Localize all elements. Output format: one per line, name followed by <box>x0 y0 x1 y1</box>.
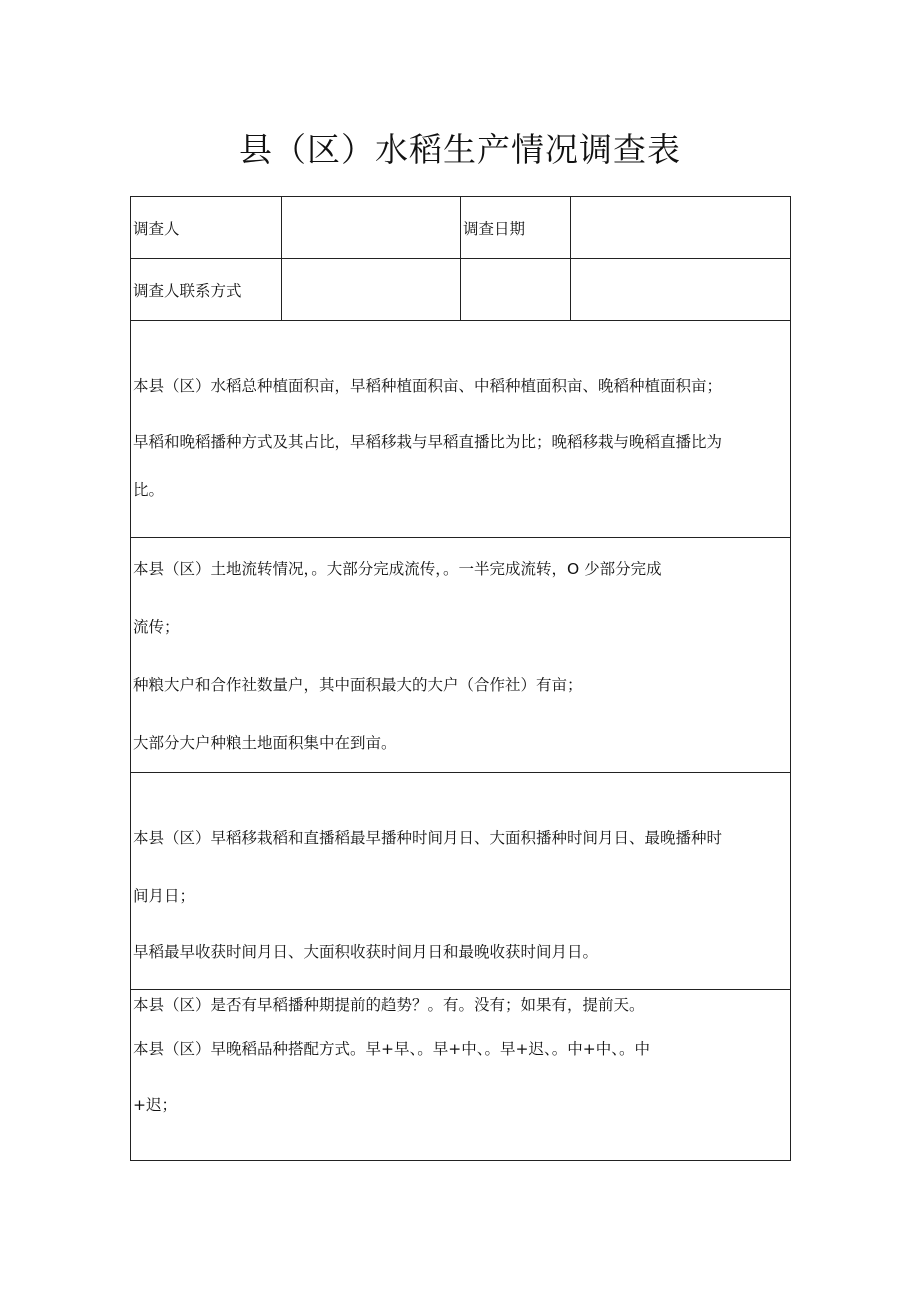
variety-line-1: 本县（区）是否有早稻播种期提前的趋势？。有。没有；如果有，提前天。 <box>133 996 645 1014</box>
page-title: 县（区）水稻生产情况调查表 <box>239 130 681 169</box>
survey-form-table <box>130 196 791 1161</box>
land-transfer-line-3: 种粮大户和合作社数量户，其中面积最大的大户（合作社）有亩； <box>133 676 583 694</box>
survey-date-field[interactable] <box>571 197 791 259</box>
planting-area-cell[interactable] <box>131 321 791 538</box>
variety-line-3: +迟； <box>133 1096 177 1114</box>
planting-area-line-3: 比。 <box>133 481 165 499</box>
contact-label: 调查人联系方式 <box>131 259 282 321</box>
survey-date-label: 调查日期 <box>461 197 571 259</box>
header-row-contact <box>131 259 791 321</box>
contact-extra-field-1[interactable] <box>461 259 571 321</box>
section-land-transfer <box>131 538 791 773</box>
header-row-investigator <box>131 197 791 259</box>
section-variety <box>131 990 791 1161</box>
investigator-label: 调查人 <box>131 197 282 259</box>
land-transfer-cell[interactable] <box>131 538 791 773</box>
sowing-time-line-1: 本县（区）早稻移栽稻和直播稻最早播种时间月日、大面积播种时间月日、最晚播种时 <box>133 829 723 847</box>
land-transfer-line-2: 流传； <box>133 618 180 636</box>
planting-area-line-2: 早稻和晚稻播种方式及其占比，早稻移栽与早稻直播比为比；晚稻移栽与晚稻直播比为 <box>133 433 723 451</box>
sowing-time-cell[interactable] <box>131 773 791 990</box>
section-sowing-time <box>131 773 791 990</box>
variety-line-2: 本县（区）早晚稻品种搭配方式。早+早、。早+中、。早+迟、。中+中、。中 <box>133 1040 650 1058</box>
sowing-time-line-2: 间月日； <box>133 887 196 905</box>
land-transfer-line-4: 大部分大户种粮土地面积集中在到亩。 <box>133 734 397 752</box>
planting-area-line-1: 本县（区）水稻总种植面积亩，早稻种植面积亩、中稻种植面积亩、晚稻种植面积亩； <box>133 377 723 395</box>
section-planting-area <box>131 321 791 538</box>
contact-field[interactable] <box>282 259 461 321</box>
contact-extra-field-2[interactable] <box>571 259 791 321</box>
investigator-field[interactable] <box>282 197 461 259</box>
land-transfer-line-1: 本县（区）土地流转情况，。大部分完成流传，。一半完成流转，O 少部分完成 <box>133 560 662 578</box>
sowing-time-line-3: 早稻最早收获时间月日、大面积收获时间月日和最晚收获时间月日。 <box>133 943 599 961</box>
variety-cell[interactable] <box>131 990 791 1161</box>
